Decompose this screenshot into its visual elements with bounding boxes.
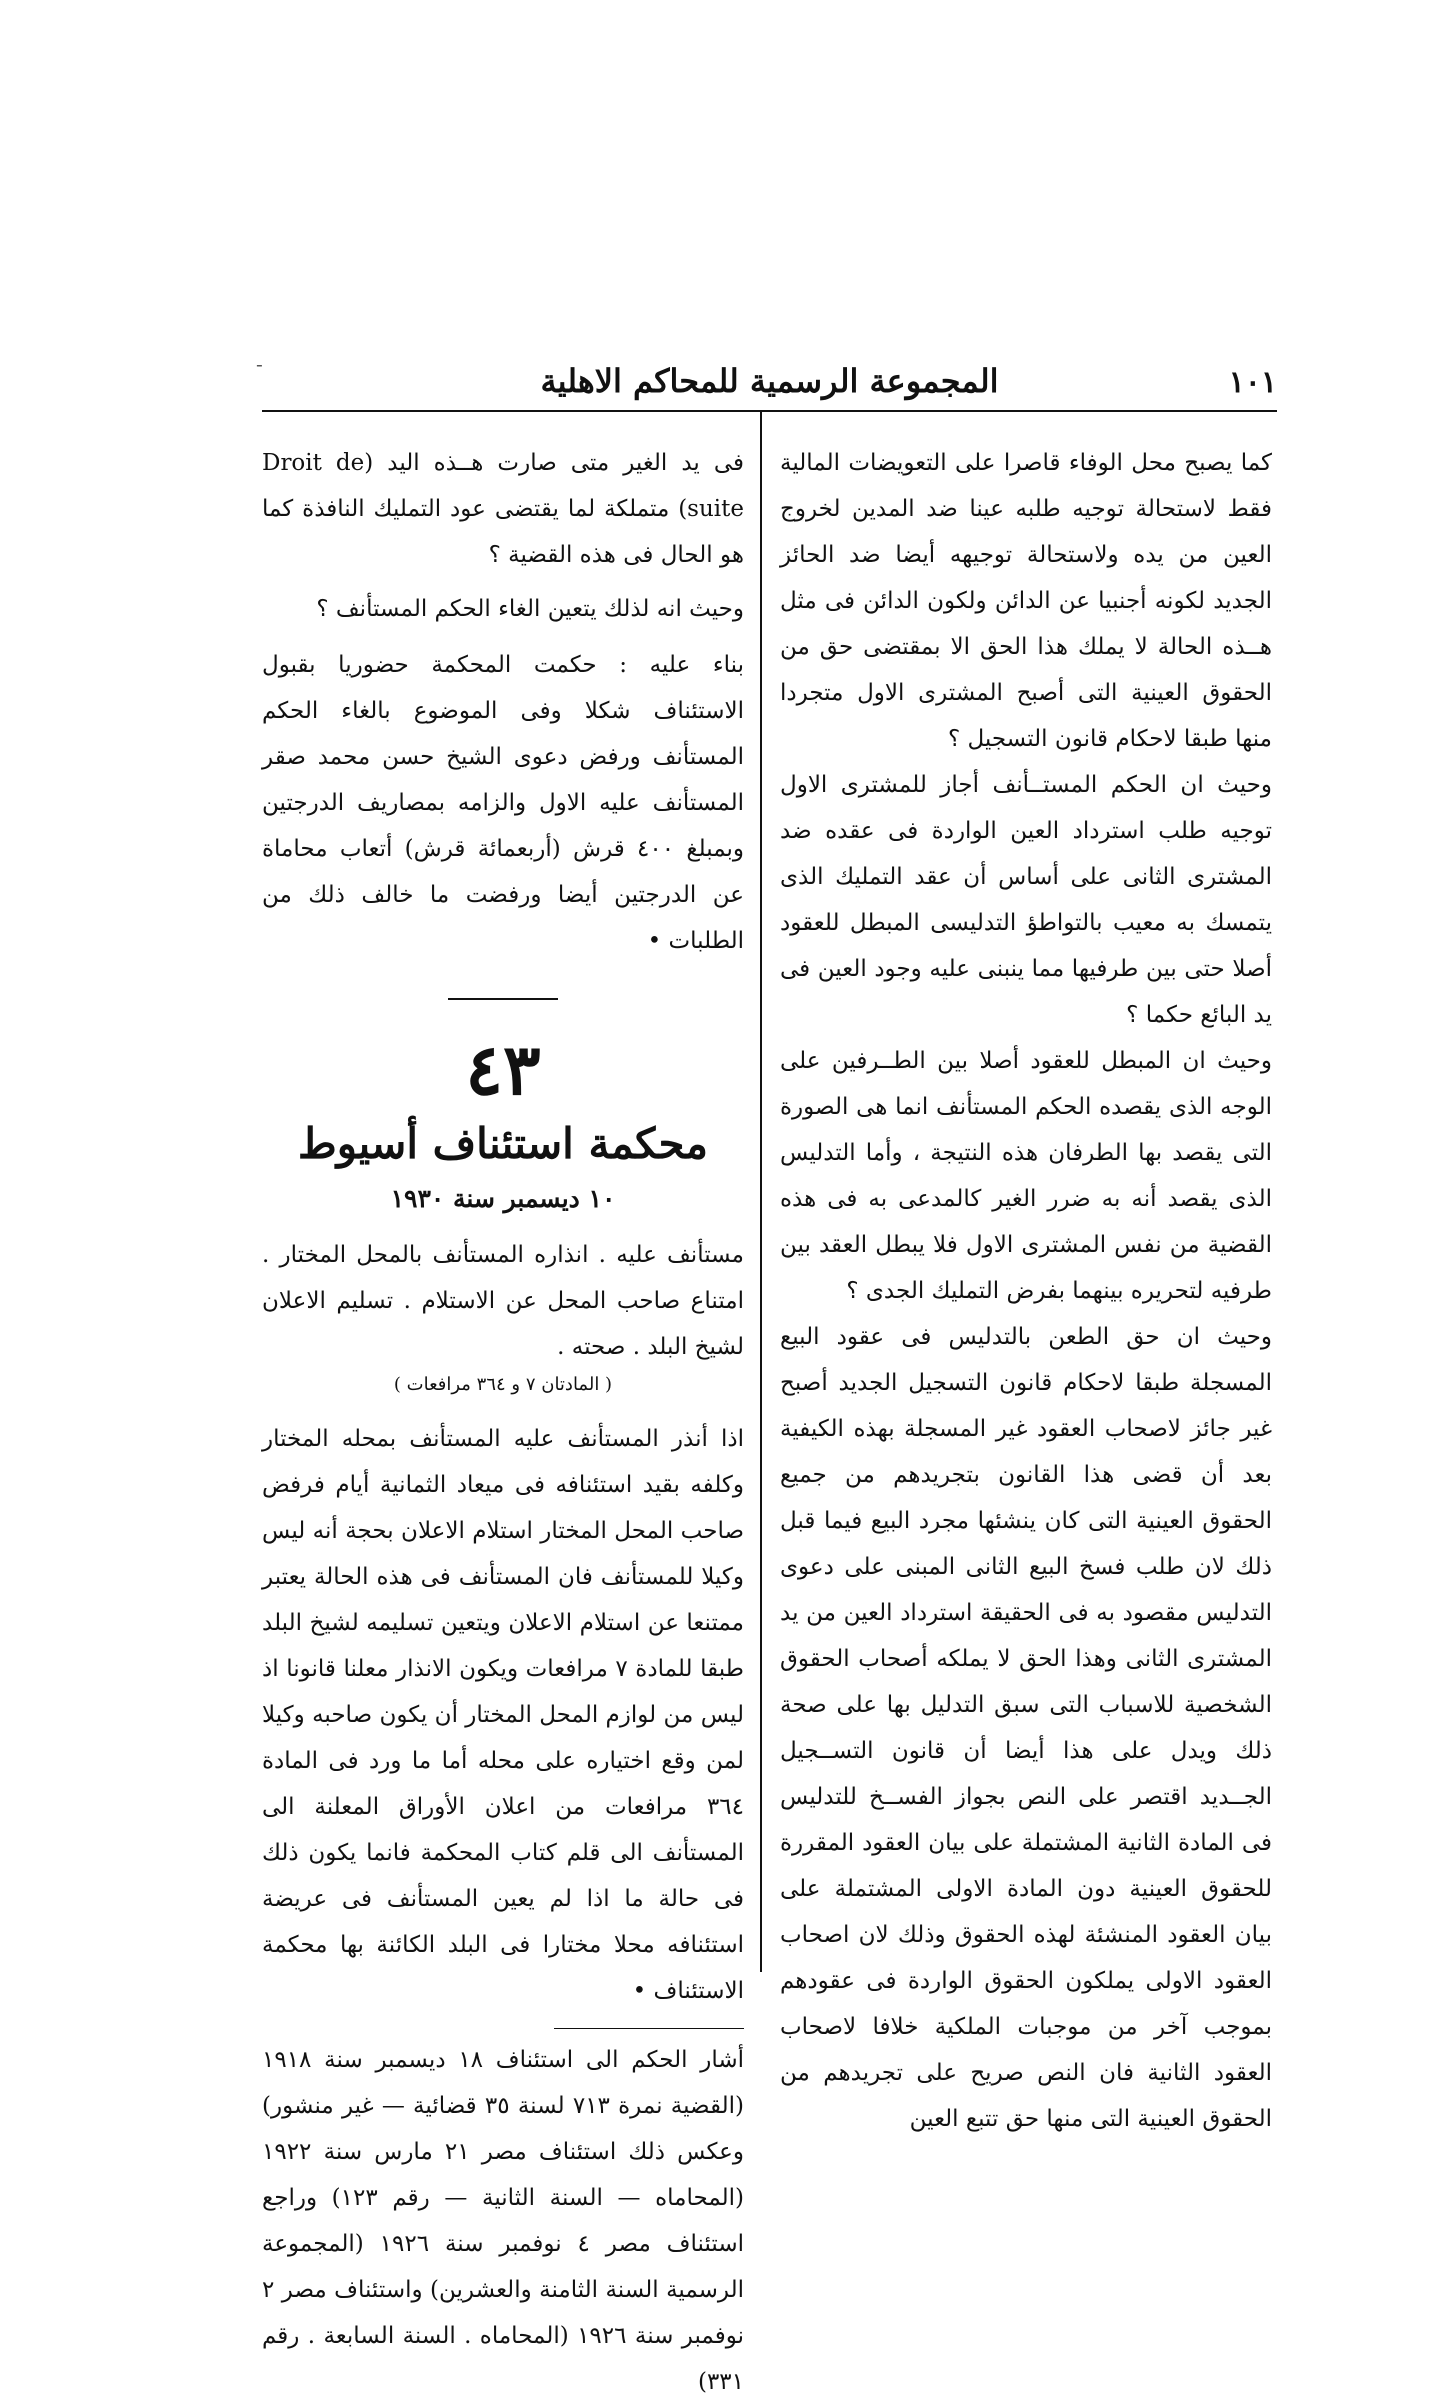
case-headnote: مستأنف عليه . انذاره المستأنف بالمحل المختار . امتناع صاحب المحل عن الاستلام . تسليم الاعلان لشيخ البلد . صحته . [262, 1242, 744, 1360]
continuation-paragraph: فى يد الغير متى صارت هــذه اليد (Droit de suite) متملكة لما يقتضى عود التمليك النافذة كما هو الحال فى هذه القضية ؟ [262, 450, 745, 568]
judgment-paragraph: بناء عليه : حكمت المحكمة حضوريا بقبول الاستئناف شكلا وفى الموضوع بالغاء الحكم المستأنف ورفض دعوى الشيخ حسن محمد صقر المستأنف عليه الاول والزامه بمصاريف الدرجتين وبمبلغ ٤٠٠ قرش (أربعمائة قرش) أتعاب محاماة عن الدرجتين أيضا ورفضت ما خالف ذلك من الطلبات • [262, 652, 744, 954]
left-column [262, 440, 744, 2405]
section-separator [448, 998, 558, 1000]
header-rule [262, 410, 1277, 412]
column-divider [760, 412, 762, 1972]
case-articles: ( المادتان ٧ و ٣٦٤ مرافعات ) [393, 1374, 613, 1395]
court-name: محكمة استئناف أسيوط [297, 1119, 709, 1168]
principle-paragraph: اذا أنذر المستأنف عليه المستأنف بمحله المختار وكلفه بقيد استئنافه فى ميعاد الثمانية أيام فرفض صاحب المحل المختار استلام الاعلان بحجة أنه ليس وكيلا للمستأنف فان المستأنف فى هذه الحالة يعتبر ممتنعا عن استلام الاعلان ويتعين تسليمه لشيخ البلد طبقا للمادة ٧ مرافعات ويكون الانذار معلنا قانونا اذ ليس من لوازم المحل المختار أن يكون صاحبه وكيلا لمن وقع اختياره على محله أما ما ورد فى المادة ٣٦٤ مرافعات من اعلان الأوراق المعلنة الى المستأنف الى قلم كتاب المحكمة فانما يكون ذلك فى حالة ما اذا لم يعين المستأنف فى عريضة استئنافه محلا مختارا فى البلد الكائنة بها محكمة الاستئناف • [262, 1426, 744, 2004]
paragraph: وحيث ان المبطل للعقود أصلا بين الطــرفين على الوجه الذى يقصده الحكم المستأنف انما هى الصورة التى يقصد بها الطرفان هذه النتيجة ، وأما التدليس الذى يقصد أنه به ضرر الغير كالمدعى به فى هذه القضية من نفس المشترى الاول فلا يبطل العقد بين طرفيه لتحريره بينهما بفرض التمليك الجدى ؟ [780, 1048, 1272, 1304]
case-number: ٤٣ [465, 1028, 541, 1111]
footnote-rule [554, 2028, 744, 2029]
page-number: ١٠١ [1228, 364, 1277, 400]
case-date: ١٠ ديسمبر سنة ١٩٣٠ [390, 1184, 616, 1213]
paragraph: وحيث ان الحكم المستــأنف أجاز للمشترى الاول توجيه طلب استرداد العين الواردة فى عقده ضد المشترى الثانى على أساس أن عقد التمليك الذى يتمسك به معيب بالتواطؤ التدليسى المبطل للعقود أصلا حتى بين طرفيها مما ينبنى عليه وجود العين فى يد البائع حكما ؟ [780, 772, 1272, 1028]
right-column [780, 440, 1272, 2142]
continuation-paragraph: وحيث انه لذلك يتعين الغاء الحكم المستأنف ؟ [316, 596, 744, 622]
running-title: المجموعة الرسمية للمحاكم الاهلية [540, 362, 999, 400]
footnote: أشار الحكم الى استئناف ١٨ ديسمبر سنة ١٩١٨ (القضية نمرة ٧١٣ لسنة ٣٥ قضائية — غير منشور) وعكس ذلك استئناف مصر ٢١ مارس سنة ١٩٢٢ (المحاماه — السنة الثانية — رقم ١٢٣) وراجع استئناف مصر ٤ نوفمبر سنة ١٩٢٦ (المجموعة الرسمية السنة الثامنة والعشرين) واستئناف مصر ٢ نوفمبر سنة ١٩٢٦ (المحاماه . السنة السابعة . رقم ٣٣١) [262, 2047, 744, 2395]
page-header [256, 352, 1277, 406]
paragraph: كما يصبح محل الوفاء قاصرا على التعويضات المالية فقط لاستحالة توجيه طلبه عينا ضد المدين لخروج العين من يده ولاستحالة توجيهه أيضا ضد الحائز الجديد لكونه أجنبيا عن الدائن ولكون الدائن فى مثل هــذه الحالة لا يملك هذا الحق الا بمقتضى حق من الحقوق العينية التى أصبح المشترى الاول متجردا منها طبقا لاحكام قانون التسجيل ؟ [780, 450, 1272, 752]
paragraph: وحيث ان حق الطعن بالتدليس فى عقود البيع المسجلة طبقا لاحكام قانون التسجيل الجديد أصبح غير جائز لاصحاب العقود غير المسجلة بهذه الكيفية بعد أن قضى هذا القانون بتجريدهم من جميع الحقوق العينية التى كان ينشئها مجرد البيع فيما قبل ذلك لان طلب فسخ البيع الثانى المبنى على دعوى التدليس مقصود به فى الحقيقة استرداد العين من يد المشترى الثانى وهذا الحق لا يملكه أصحاب الحقوق الشخصية للاسباب التى سبق التدليل بها على صحة ذلك ويدل على هذا أيضا أن قانون التســجيل الجــديد اقتصر على النص بجواز الفســخ للتدليس فى المادة الثانية المشتملة على بيان العقود المقررة للحقوق العينية دون المادة الاولى المشتملة على بيان العقود المنشئة لهذه الحقوق وذلك لان اصحاب العقود الاولى يملكون الحقوق الواردة فى عقودهم بموجب آخر من موجبات الملكية خلافا لاصحاب العقود الثانية فان النص صريح على تجريدهم من الحقوق العينية التى منها حق تتبع العين [780, 1324, 1272, 2132]
corner-mark: - [256, 352, 263, 376]
